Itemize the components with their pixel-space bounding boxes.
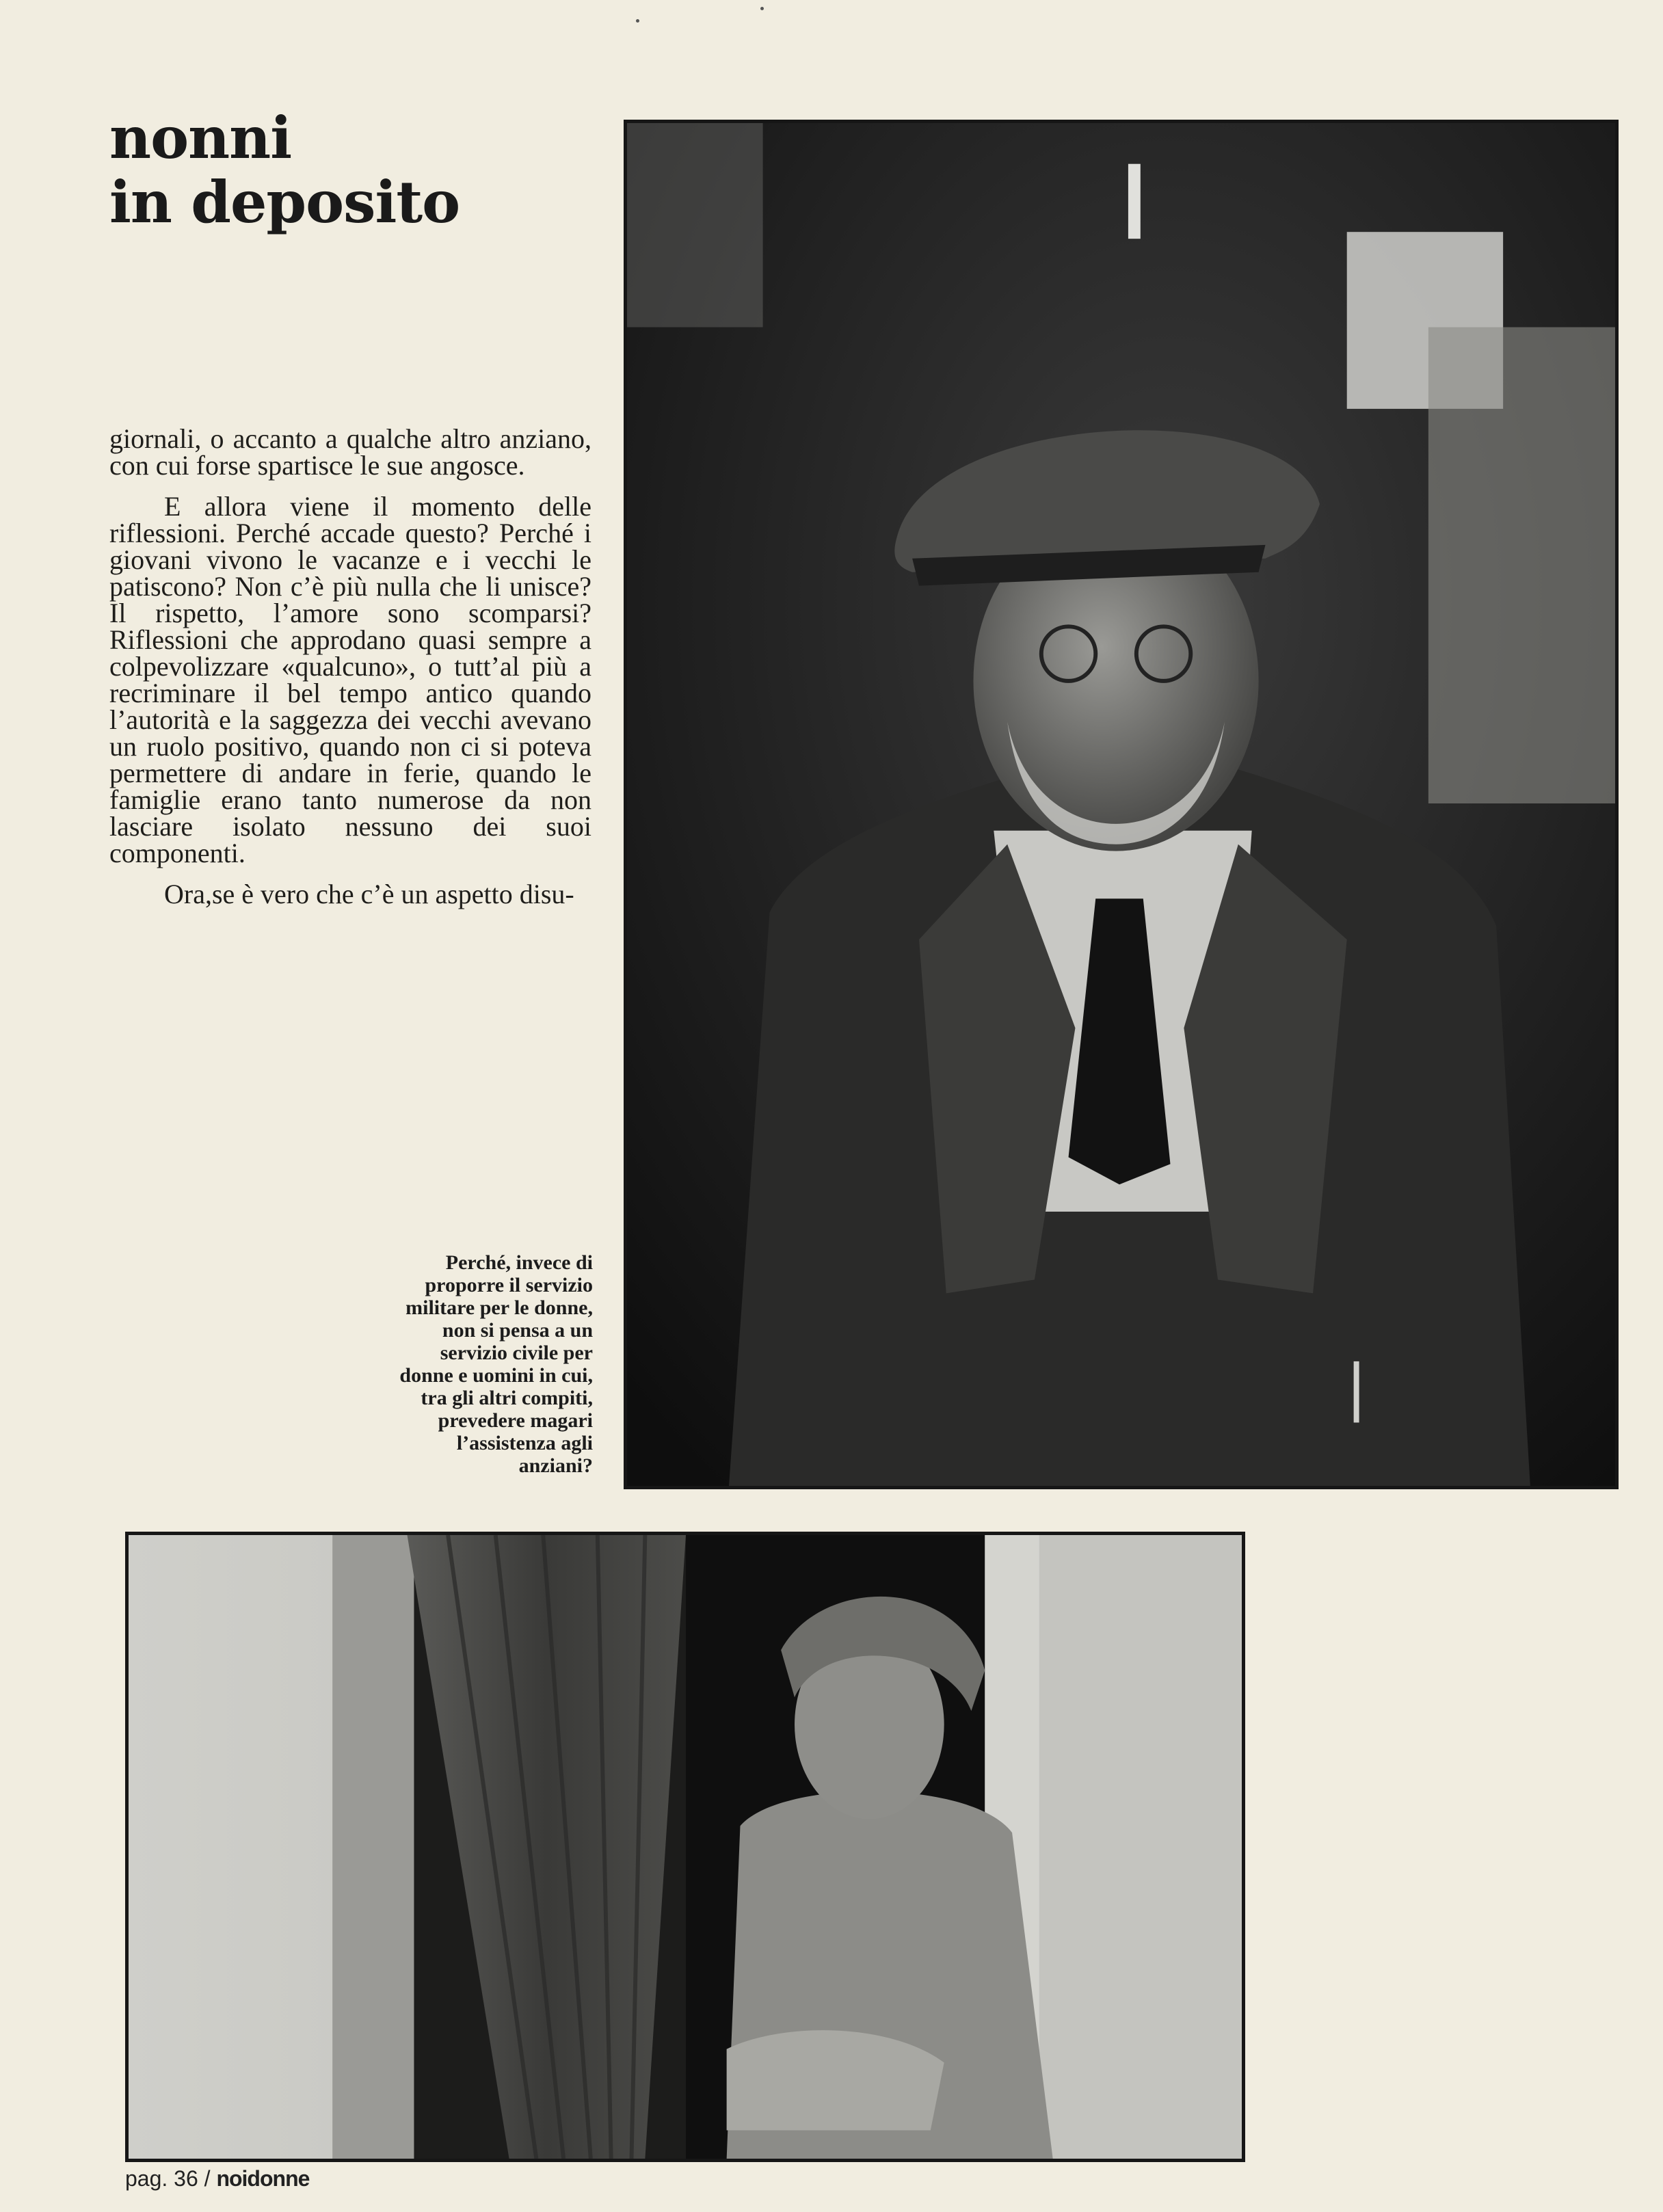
caption-line: non si pensa a un [442, 1319, 593, 1342]
print-speck [760, 7, 764, 10]
caption-line: Perché, invece di [445, 1251, 593, 1274]
headline-line-1: nonni [109, 104, 292, 172]
footer-separator: / [204, 2166, 211, 2191]
caption-line: anziani? [518, 1454, 593, 1477]
body-paragraph: E allora viene il momento delle riflessioni. Perché accade questo? Perché i giovani vivono le vacanze e i vecchi le patiscono? Non c’è più nulla che li unisce? Il rispetto, l’amore sono scomparsi? Riflessioni che approdano quasi sempre a colpevolizzare «qualcuno», o tutt’al più a recriminare il bel tempo antico quando l’autorità e la saggezza dei vecchi avevano un ruolo positivo, quando non ci si poteva permettere di andare in ferie, quando le famiglie erano tanto numerose da non lasciare isolato nessuno dei suoi componenti. [109, 491, 591, 868]
caption-line: l’assistenza agli [456, 1432, 593, 1454]
elderly-woman-photo [125, 1532, 1245, 2162]
page-number: pag. 36 [125, 2166, 198, 2191]
caption-line: tra gli altri compiti, [421, 1387, 593, 1409]
elderly-man-photo [624, 120, 1619, 1489]
caption-line: militare per le donne, [405, 1296, 593, 1319]
caption-line: proporre il servizio [425, 1274, 593, 1296]
page-footer [125, 2166, 309, 2191]
caption-line: prevedere magari [438, 1409, 593, 1432]
photo-caption [373, 1251, 593, 1477]
body-paragraph: giornali, o accanto a qualche altro anziano, con cui forse spartisce le sue angosce. [109, 423, 591, 481]
body-paragraph: Ora,se è vero che c’è un aspetto disu- [164, 879, 574, 909]
caption-line: donne e uomini in cui, [399, 1364, 593, 1387]
print-speck [636, 19, 639, 23]
article-body [109, 425, 591, 922]
article-headline [109, 106, 460, 235]
headline-line-2: in deposito [109, 168, 460, 236]
magazine-name: noidonne [216, 2166, 310, 2191]
caption-line: servizio civile per [440, 1342, 593, 1364]
